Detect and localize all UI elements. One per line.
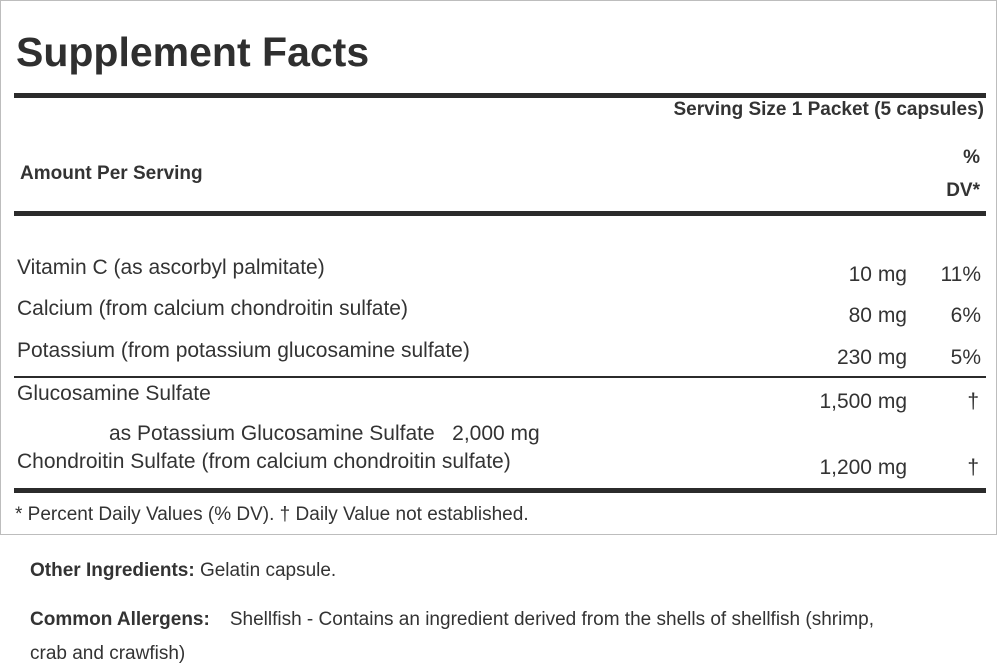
footnote: * Percent Daily Values (% DV). † Daily Value not established. [15,504,529,525]
serving-size: Serving Size 1 Packet (5 capsules) [673,99,984,120]
other-ingredients [30,560,336,582]
dv-header-percent: % [963,147,980,168]
section-divider [14,376,986,378]
ingredient-amount: 1,500 mg [819,390,907,413]
nutrient-amount: 10 mg [848,263,907,286]
ingredient-amount: 1,200 mg [819,456,907,479]
allergens-text: Shellfish - Contains an ingredient derived from the shells of shellfish (shrimp, [229,609,875,630]
nutrient-name: Calcium (from calcium chondroitin sulfate) [17,297,408,320]
ingredient-name: Glucosamine Sulfate [17,382,211,405]
nutrient-name: Vitamin C (as ascorbyl palmitate) [17,256,325,279]
other-ingredients-text: Gelatin capsule. [194,560,337,581]
nutrient-dv: 6% [950,304,981,327]
allergens-line-2: crab and crawfish) [30,643,186,664]
allergens-label: Common Allergens: [30,609,210,630]
ingredient-dv: † [967,456,979,479]
nutrient-dv: 5% [950,346,981,369]
other-ingredients-label: Other Ingredients: [30,560,195,581]
nutrient-amount: 230 mg [836,346,907,369]
ingredient-dv: † [967,390,979,413]
nutrient-name: Potassium (from potassium glucosamine sulfate) [17,339,470,362]
top-divider [14,93,986,98]
dv-header-dv: DV* [946,180,980,201]
nutrient-amount: 80 mg [848,304,907,327]
amount-per-serving-label: Amount Per Serving [20,163,203,184]
ingredient-name: Chondroitin Sulfate (from calcium chondroitin sulfate) [17,450,511,473]
bottom-divider [14,488,986,493]
nutrient-dv: 11% [940,263,981,286]
allergens-line [30,609,874,631]
ingredient-subline: as Potassium Glucosamine Sulfate 2,000 mg [109,422,540,445]
panel-title: Supplement Facts [16,29,370,75]
header-divider [14,211,986,216]
